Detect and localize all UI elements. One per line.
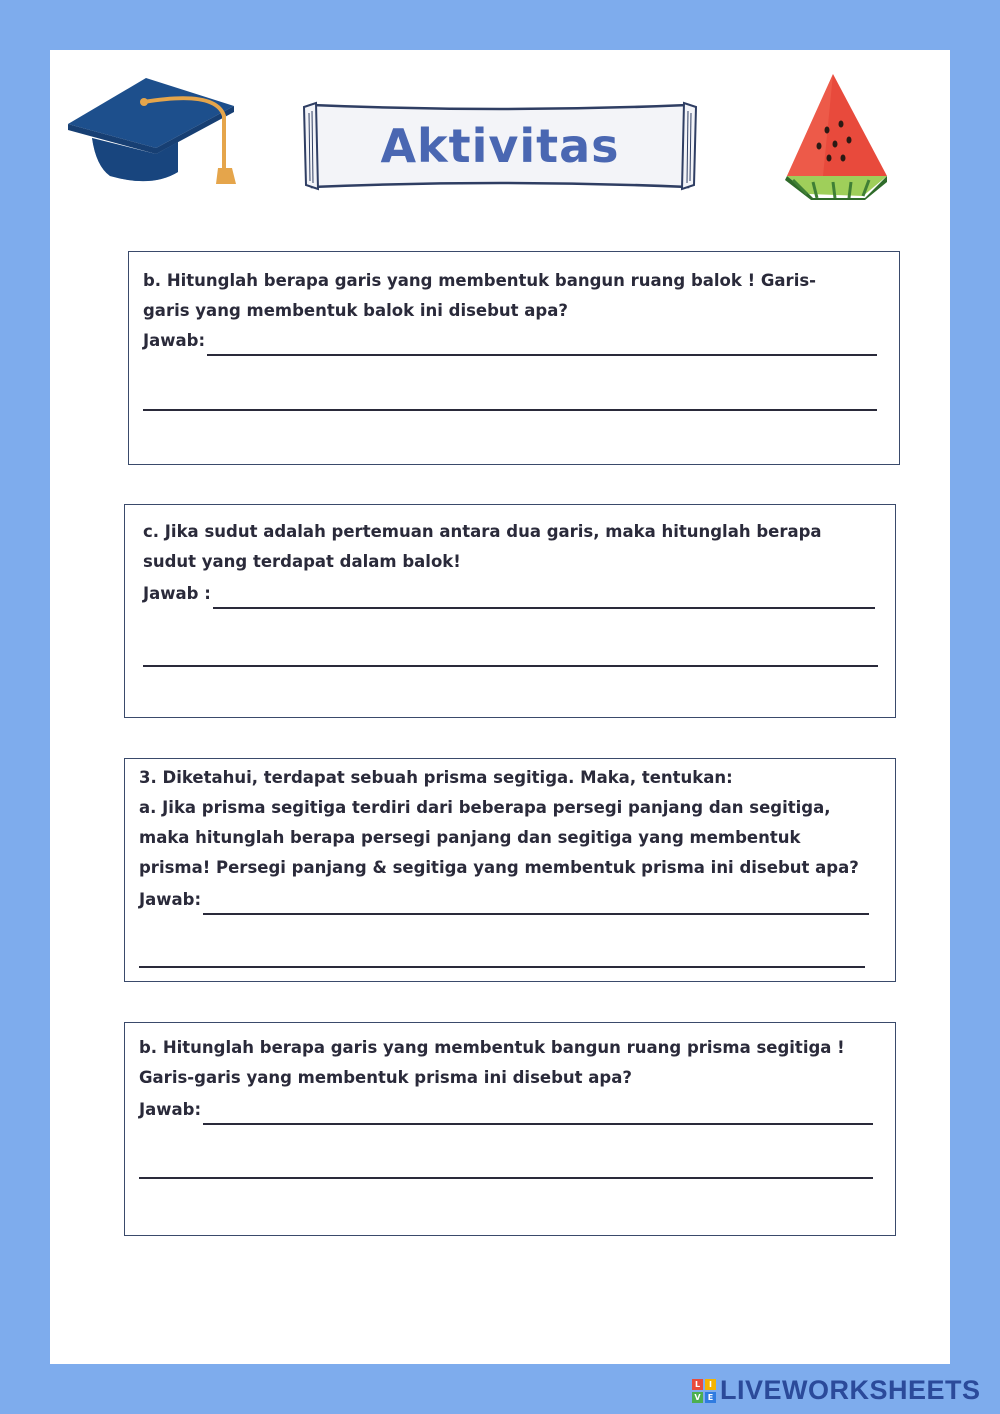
graduation-cap-icon	[66, 76, 238, 192]
answer-row	[143, 326, 877, 356]
logo-letter-v: V	[692, 1392, 703, 1403]
question-line: 3. Diketahui, terdapat sebuah prisma segitiga. Maka, tentukan:	[139, 768, 733, 787]
logo-letter-l: L	[692, 1379, 703, 1390]
question-line: sudut yang terdapat dalam balok!	[143, 552, 461, 571]
answer-label: Jawab:	[143, 331, 206, 350]
answer-row	[143, 579, 875, 609]
question-box-c-balok-angles	[124, 504, 896, 718]
question-line: b. Hitunglah berapa garis yang membentuk bangun ruang balok ! Garis-	[143, 271, 817, 290]
page-title: Aktivitas	[380, 119, 620, 173]
question-line: b. Hitunglah berapa garis yang membentuk bangun ruang prisma segitiga !	[139, 1038, 845, 1057]
title-banner	[302, 101, 698, 191]
answer-input-line-2[interactable]	[143, 665, 878, 667]
question-line: a. Jika prisma segitiga terdiri dari beberapa persegi panjang dan segitiga,	[139, 798, 831, 817]
logo-blocks-icon	[692, 1379, 716, 1403]
answer-label: Jawab:	[139, 890, 202, 909]
question-box-3a-prisma-faces	[124, 758, 896, 982]
question-box-b-prisma-lines	[124, 1022, 896, 1236]
logo-letter-i: I	[705, 1379, 716, 1390]
answer-input-line-2[interactable]	[139, 966, 865, 968]
answer-label: Jawab:	[139, 1100, 202, 1119]
question-line: prisma! Persegi panjang & segitiga yang membentuk prisma ini disebut apa?	[139, 858, 859, 877]
watermelon-icon	[783, 72, 891, 204]
question-box-b-balok-lines	[128, 251, 900, 465]
answer-input-line-2[interactable]	[143, 409, 877, 411]
question-line: c. Jika sudut adalah pertemuan antara dua garis, maka hitunglah berapa	[143, 522, 822, 541]
question-line: garis yang membentuk balok ini disebut apa?	[143, 301, 568, 320]
answer-input-line[interactable]	[213, 588, 875, 609]
answer-input-line[interactable]	[203, 894, 869, 915]
logo-letter-e: E	[705, 1392, 716, 1403]
question-line: Garis-garis yang membentuk prisma ini disebut apa?	[139, 1068, 632, 1087]
answer-label: Jawab :	[143, 584, 211, 603]
answer-row	[139, 1095, 873, 1125]
answer-input-line[interactable]	[207, 335, 877, 356]
answer-row	[139, 885, 869, 915]
brand-name: LIVEWORKSHEETS	[720, 1375, 981, 1405]
liveworksheets-logo[interactable]	[692, 1375, 981, 1406]
answer-input-line[interactable]	[203, 1104, 873, 1125]
answer-input-line-2[interactable]	[139, 1177, 873, 1179]
question-line: maka hitunglah berapa persegi panjang dan segitiga yang membentuk	[139, 828, 801, 847]
